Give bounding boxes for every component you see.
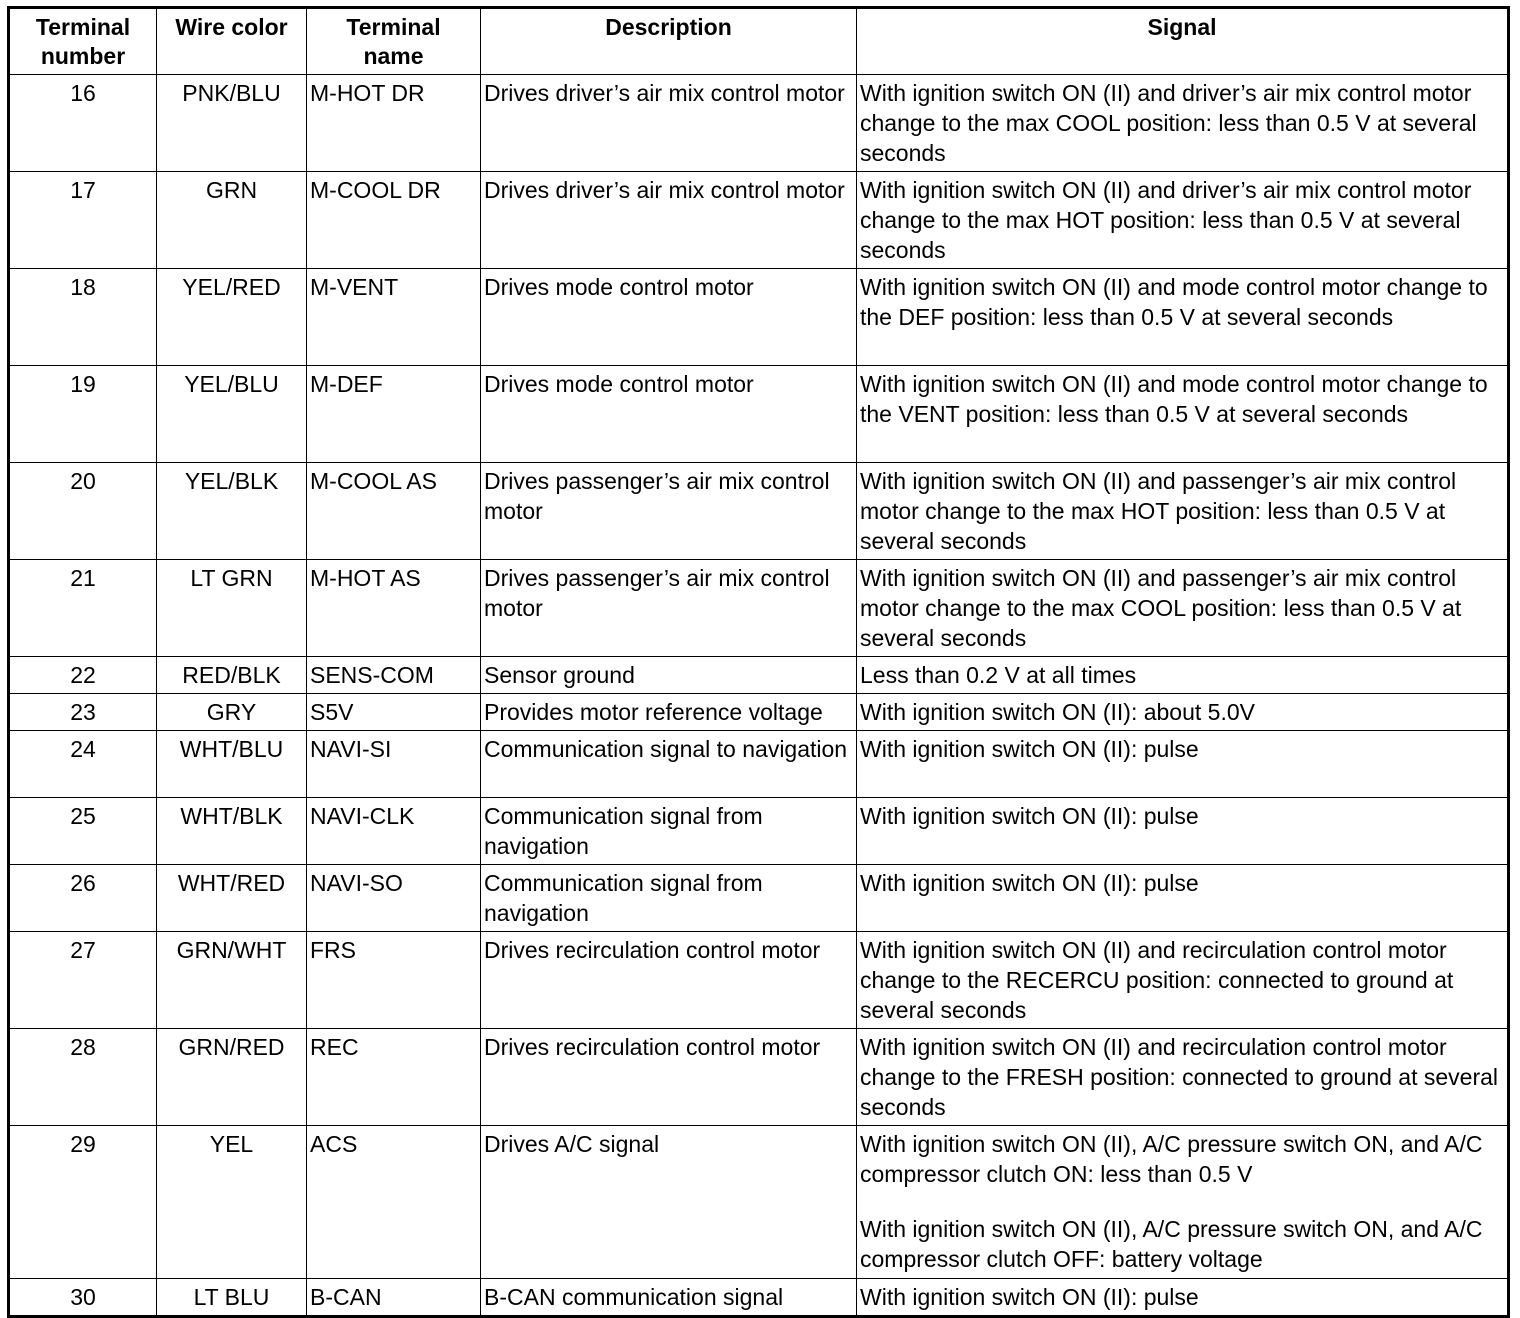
table-row	[9, 694, 1509, 731]
signal-text: With ignition switch ON (II), A/C pressure switch ON, and A/C compressor clutch OFF: battery voltage	[860, 1216, 1483, 1272]
terminal-name-cell: M-HOT AS	[307, 560, 481, 657]
signal-cell	[857, 932, 1509, 1029]
header-terminal-number: Terminal number	[9, 8, 157, 75]
description-cell: Drives mode control motor	[481, 366, 857, 463]
signal-cell	[857, 657, 1509, 694]
signal-cell	[857, 865, 1509, 932]
table-row	[9, 865, 1509, 932]
signal-cell	[857, 1126, 1509, 1279]
signal-cell	[857, 172, 1509, 269]
header-row	[9, 8, 1509, 75]
signal-text: With ignition switch ON (II) and passenger’s air mix control motor change to the max COOL position: less than 0.5 V at several seconds	[860, 565, 1462, 651]
terminal-number-cell: 22	[9, 657, 157, 694]
terminal-name-cell: REC	[307, 1029, 481, 1126]
signal-text: With ignition switch ON (II) and recirculation control motor change to the FRESH position: connected to ground at several seconds	[860, 1034, 1499, 1120]
terminal-name-cell: M-COOL DR	[307, 172, 481, 269]
wire-color-cell: WHT/BLU	[157, 731, 307, 798]
terminal-name-cell: NAVI-CLK	[307, 798, 481, 865]
terminal-name-cell: M-DEF	[307, 366, 481, 463]
wire-color-cell: WHT/BLK	[157, 798, 307, 865]
terminal-number-cell: 25	[9, 798, 157, 865]
description-cell: B-CAN communication signal	[481, 1279, 857, 1317]
signal-cell	[857, 731, 1509, 798]
description-cell: Communication signal from navigation	[481, 798, 857, 865]
terminal-number-cell: 29	[9, 1126, 157, 1279]
terminal-table	[7, 6, 1510, 1318]
terminal-number-cell: 20	[9, 463, 157, 560]
description-cell: Provides motor reference voltage	[481, 694, 857, 731]
table-row	[9, 366, 1509, 463]
terminal-name-cell: NAVI-SI	[307, 731, 481, 798]
wire-color-cell: WHT/RED	[157, 865, 307, 932]
signal-text: Less than 0.2 V at all times	[860, 662, 1137, 688]
header-signal: Signal	[857, 8, 1509, 75]
wire-color-cell: LT BLU	[157, 1279, 307, 1317]
signal-text: With ignition switch ON (II) and mode control motor change to the DEF position: less than 0.5 V at several seconds	[860, 274, 1488, 330]
wire-color-cell: YEL/BLK	[157, 463, 307, 560]
signal-text: With ignition switch ON (II): pulse	[860, 870, 1199, 896]
terminal-name-cell: SENS-COM	[307, 657, 481, 694]
signal-cell	[857, 269, 1509, 366]
description-cell: Drives mode control motor	[481, 269, 857, 366]
signal-cell	[857, 798, 1509, 865]
description-cell: Sensor ground	[481, 657, 857, 694]
signal-text: With ignition switch ON (II) and recirculation control motor change to the RECERCU position: connected to ground at several seconds	[860, 937, 1454, 1023]
signal-text: With ignition switch ON (II) and mode control motor change to the VENT position: less than 0.5 V at several seconds	[860, 371, 1488, 427]
wire-color-cell: RED/BLK	[157, 657, 307, 694]
description-cell: Drives A/C signal	[481, 1126, 857, 1279]
terminal-name-cell: ACS	[307, 1126, 481, 1279]
table-row	[9, 731, 1509, 798]
description-cell: Drives recirculation control motor	[481, 1029, 857, 1126]
signal-text: With ignition switch ON (II): about 5.0V	[860, 699, 1255, 725]
description-cell: Drives recirculation control motor	[481, 932, 857, 1029]
terminal-number-cell: 30	[9, 1279, 157, 1317]
table-row	[9, 172, 1509, 269]
table-row	[9, 560, 1509, 657]
signal-cell	[857, 463, 1509, 560]
description-cell: Communication signal from navigation	[481, 865, 857, 932]
table-row	[9, 75, 1509, 172]
terminal-number-cell: 21	[9, 560, 157, 657]
terminal-number-cell: 26	[9, 865, 157, 932]
terminal-number-cell: 24	[9, 731, 157, 798]
signal-text: With ignition switch ON (II): pulse	[860, 1284, 1199, 1310]
terminal-name-cell: M-COOL AS	[307, 463, 481, 560]
terminal-number-cell: 27	[9, 932, 157, 1029]
table-body	[9, 75, 1509, 1317]
header-description: Description	[481, 8, 857, 75]
signal-text: With ignition switch ON (II) and driver’s air mix control motor change to the max COOL position: less than 0.5 V at several seconds	[860, 80, 1477, 166]
description-cell: Drives passenger’s air mix control motor	[481, 463, 857, 560]
wire-color-cell: YEL/RED	[157, 269, 307, 366]
table-row	[9, 269, 1509, 366]
table-row	[9, 932, 1509, 1029]
terminal-name-cell: S5V	[307, 694, 481, 731]
signal-text: With ignition switch ON (II): pulse	[860, 803, 1199, 829]
signal-text: With ignition switch ON (II): pulse	[860, 736, 1199, 762]
terminal-number-cell: 23	[9, 694, 157, 731]
wire-color-cell: PNK/BLU	[157, 75, 307, 172]
table-row	[9, 1126, 1509, 1279]
wire-color-cell: GRY	[157, 694, 307, 731]
terminal-number-cell: 19	[9, 366, 157, 463]
wire-color-cell: YEL/BLU	[157, 366, 307, 463]
wire-color-cell: YEL	[157, 1126, 307, 1279]
table-row	[9, 1029, 1509, 1126]
header-wire-color: Wire color	[157, 8, 307, 75]
signal-text: With ignition switch ON (II), A/C pressure switch ON, and A/C compressor clutch ON: less than 0.5 V	[860, 1131, 1483, 1187]
description-cell: Drives passenger’s air mix control motor	[481, 560, 857, 657]
terminal-number-cell: 28	[9, 1029, 157, 1126]
terminal-name-cell: B-CAN	[307, 1279, 481, 1317]
signal-text: With ignition switch ON (II) and passenger’s air mix control motor change to the max HOT position: less than 0.5 V at several seconds	[860, 468, 1457, 554]
terminal-number-cell: 17	[9, 172, 157, 269]
wire-color-cell: GRN/RED	[157, 1029, 307, 1126]
description-cell: Drives driver’s air mix control motor	[481, 172, 857, 269]
signal-cell	[857, 694, 1509, 731]
terminal-number-cell: 18	[9, 269, 157, 366]
signal-text: With ignition switch ON (II) and driver’s air mix control motor change to the max HOT position: less than 0.5 V at several seconds	[860, 177, 1472, 263]
signal-cell	[857, 560, 1509, 657]
wire-color-cell: GRN/WHT	[157, 932, 307, 1029]
signal-cell	[857, 1029, 1509, 1126]
header-terminal-name: Terminal name	[307, 8, 481, 75]
description-cell: Drives driver’s air mix control motor	[481, 75, 857, 172]
signal-cell	[857, 75, 1509, 172]
description-cell: Communication signal to navigation	[481, 731, 857, 798]
signal-cell	[857, 366, 1509, 463]
terminal-number-cell: 16	[9, 75, 157, 172]
table-row	[9, 463, 1509, 560]
terminal-name-cell: M-VENT	[307, 269, 481, 366]
wire-color-cell: GRN	[157, 172, 307, 269]
terminal-name-cell: NAVI-SO	[307, 865, 481, 932]
signal-cell	[857, 1279, 1509, 1317]
table-row	[9, 657, 1509, 694]
table-row	[9, 798, 1509, 865]
terminal-name-cell: M-HOT DR	[307, 75, 481, 172]
terminal-name-cell: FRS	[307, 932, 481, 1029]
table-row	[9, 1279, 1509, 1317]
wire-color-cell: LT GRN	[157, 560, 307, 657]
